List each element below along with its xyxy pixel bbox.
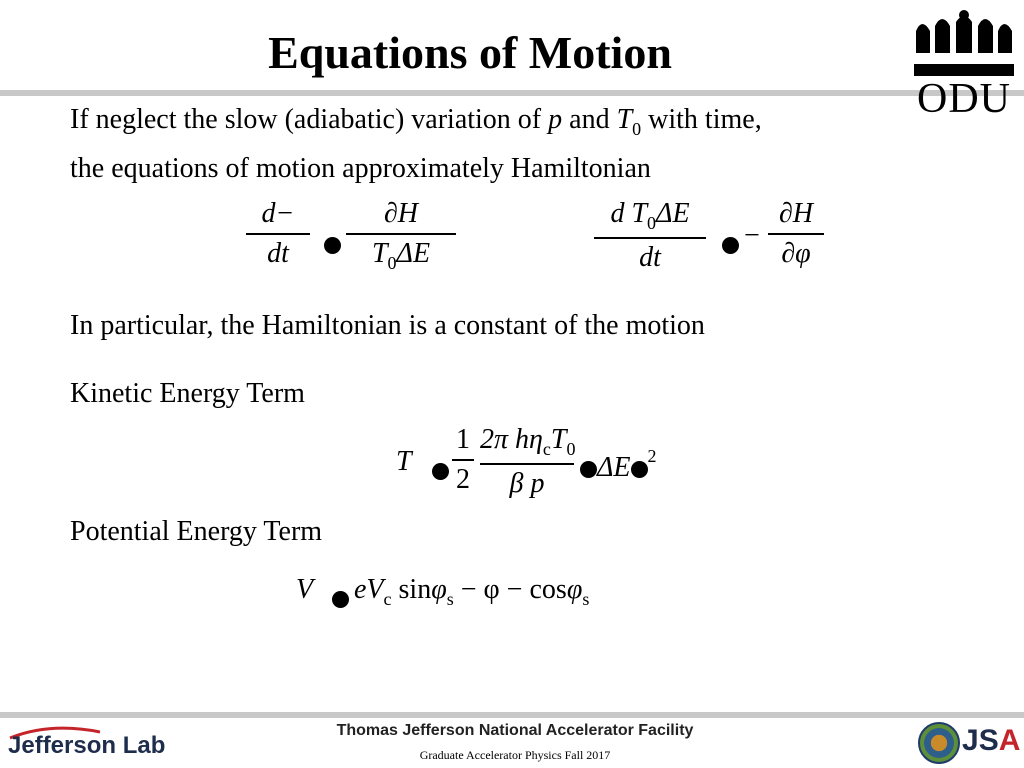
kinetic-frac-num-text: 2π hη xyxy=(480,424,543,455)
eq1-rhs-num: ∂H xyxy=(383,198,419,229)
kinetic-frac-num-sub-c: c xyxy=(542,439,551,459)
eq1-lhs-den: dt xyxy=(267,237,289,269)
eq1-rhs-den-T: T xyxy=(371,237,388,269)
jefferson-lab-logo: Jefferson Lab xyxy=(8,732,166,759)
equation-phase xyxy=(246,198,466,278)
eq1-rhs-fraction xyxy=(346,198,456,274)
equals-symbol xyxy=(722,237,739,254)
eq2-rhs-num: ∂H xyxy=(778,198,814,229)
eq2-lhs-num-T: T xyxy=(631,198,648,229)
eq1-lhs-num: d− xyxy=(261,198,295,229)
eq1-rhs-den xyxy=(346,238,456,274)
jsa-logo xyxy=(962,724,1020,758)
doe-seal-icon xyxy=(918,722,960,764)
potential-phi2: φ xyxy=(566,574,583,605)
intro-line1-a: If neglect the slow (adiabatic) variation of xyxy=(70,104,549,135)
kinetic-lhs: T xyxy=(396,446,412,477)
equation-kinetic xyxy=(396,424,676,508)
eq2-rhs-fraction xyxy=(768,198,824,270)
constant-of-motion-text: In particular, the Hamiltonian is a constant of the motion xyxy=(70,310,705,341)
kinetic-heading: Kinetic Energy Term xyxy=(70,378,305,409)
crown-icon xyxy=(908,6,1020,64)
equals-symbol xyxy=(432,463,449,480)
slide-title: Equations of Motion xyxy=(268,27,672,78)
equation-potential xyxy=(296,572,736,616)
kinetic-frac-den: β p xyxy=(509,467,545,499)
odu-letters: ODU xyxy=(917,76,1011,122)
jsa-s: S xyxy=(978,724,999,757)
potential-sub-s: s xyxy=(446,589,454,609)
potential-eV: eV xyxy=(354,574,384,605)
eq2-lhs-num-sub: 0 xyxy=(647,213,657,233)
eq2-lhs-num xyxy=(594,198,706,234)
logo-bar xyxy=(914,64,1014,76)
intro-p: p xyxy=(548,104,563,135)
potential-sub-c: c xyxy=(383,589,392,609)
footer-divider xyxy=(0,712,1024,718)
eq1-lhs-fraction xyxy=(246,198,310,270)
potential-rhs xyxy=(354,574,589,610)
jsa-a: A xyxy=(998,724,1021,757)
kinetic-frac-num xyxy=(480,424,574,460)
kinetic-frac-num-T: T xyxy=(550,424,567,455)
eq2-lhs-num-E: ΔE xyxy=(656,198,690,229)
potential-cos: cos xyxy=(529,574,567,605)
potential-sin: sin xyxy=(398,574,432,605)
jsa-j: J xyxy=(962,724,979,757)
eq2-lhs-fraction xyxy=(594,198,706,274)
potential-sub-s2: s xyxy=(582,589,590,609)
intro-text xyxy=(70,100,940,189)
intro-T-sub: 0 xyxy=(632,119,642,139)
course-name: Graduate Accelerator Physics Fall 2017 xyxy=(419,748,611,762)
kinetic-fraction xyxy=(480,424,574,500)
eq2-lhs-den: dt xyxy=(639,241,661,273)
intro-line2: the equations of motion approximately Hamiltonian xyxy=(70,153,651,184)
kinetic-tail xyxy=(580,446,657,484)
potential-heading: Potential Energy Term xyxy=(70,516,323,547)
kinetic-frac-num-sub-0: 0 xyxy=(566,439,576,459)
eq2-lhs-num-d: d xyxy=(610,198,625,229)
equals-symbol xyxy=(332,591,349,608)
kinetic-half-num: 1 xyxy=(456,424,470,455)
eq2-minus: − xyxy=(744,220,760,251)
potential-middle: − φ − xyxy=(460,574,530,605)
equation-energy xyxy=(594,198,834,278)
intro-and: and xyxy=(562,104,617,135)
equals-symbol xyxy=(324,237,341,254)
facility-name: Thomas Jefferson National Accelerator Facility xyxy=(336,722,694,739)
kinetic-half-den: 2 xyxy=(456,463,470,495)
potential-phi: φ xyxy=(431,574,447,605)
eq1-rhs-den-sub: 0 xyxy=(387,252,397,273)
kinetic-power: 2 xyxy=(647,446,657,466)
eq2-rhs-den: ∂φ xyxy=(781,237,811,269)
eq1-rhs-den-E: ΔE xyxy=(396,237,431,269)
kinetic-half xyxy=(452,424,474,496)
kinetic-tail-E: ΔE xyxy=(597,452,631,483)
intro-T: T xyxy=(616,104,633,135)
potential-lhs: V xyxy=(296,574,314,605)
intro-line1-b: with time, xyxy=(641,104,762,135)
title-divider xyxy=(0,90,1024,96)
